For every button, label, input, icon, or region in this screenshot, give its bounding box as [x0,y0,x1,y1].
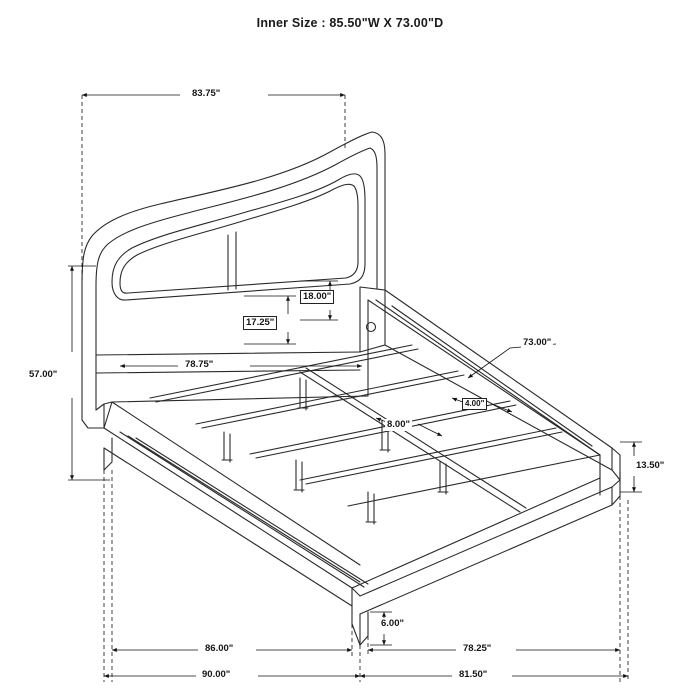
dim-side-rail-depth: 73.00" [523,337,552,348]
dim-leg-height: 6.00" [381,618,404,629]
dim-footboard-inner-width: 86.00" [205,643,234,654]
dim-rail-height: 13.50" [636,460,665,471]
dim-overall-depth: 81.50" [459,669,488,680]
dim-side-inner-depth: 78.25" [463,643,492,654]
dim-headboard-inner-width: 78.75" [185,359,214,370]
dim-overall-height: 57.00" [29,369,58,380]
dim-headboard-panel-height: 18.00" [300,290,334,304]
dim-overall-width: 90.00" [202,669,231,680]
dim-headboard-inner-panel: 17.25" [243,316,277,330]
page-title: Inner Size : 85.50"W X 73.00"D [256,16,444,30]
dim-slat-spacing: 8.00" [387,419,410,430]
dim-headboard-width-top: 83.75" [192,88,221,99]
dim-slat-thickness: 4.00" [462,398,487,410]
